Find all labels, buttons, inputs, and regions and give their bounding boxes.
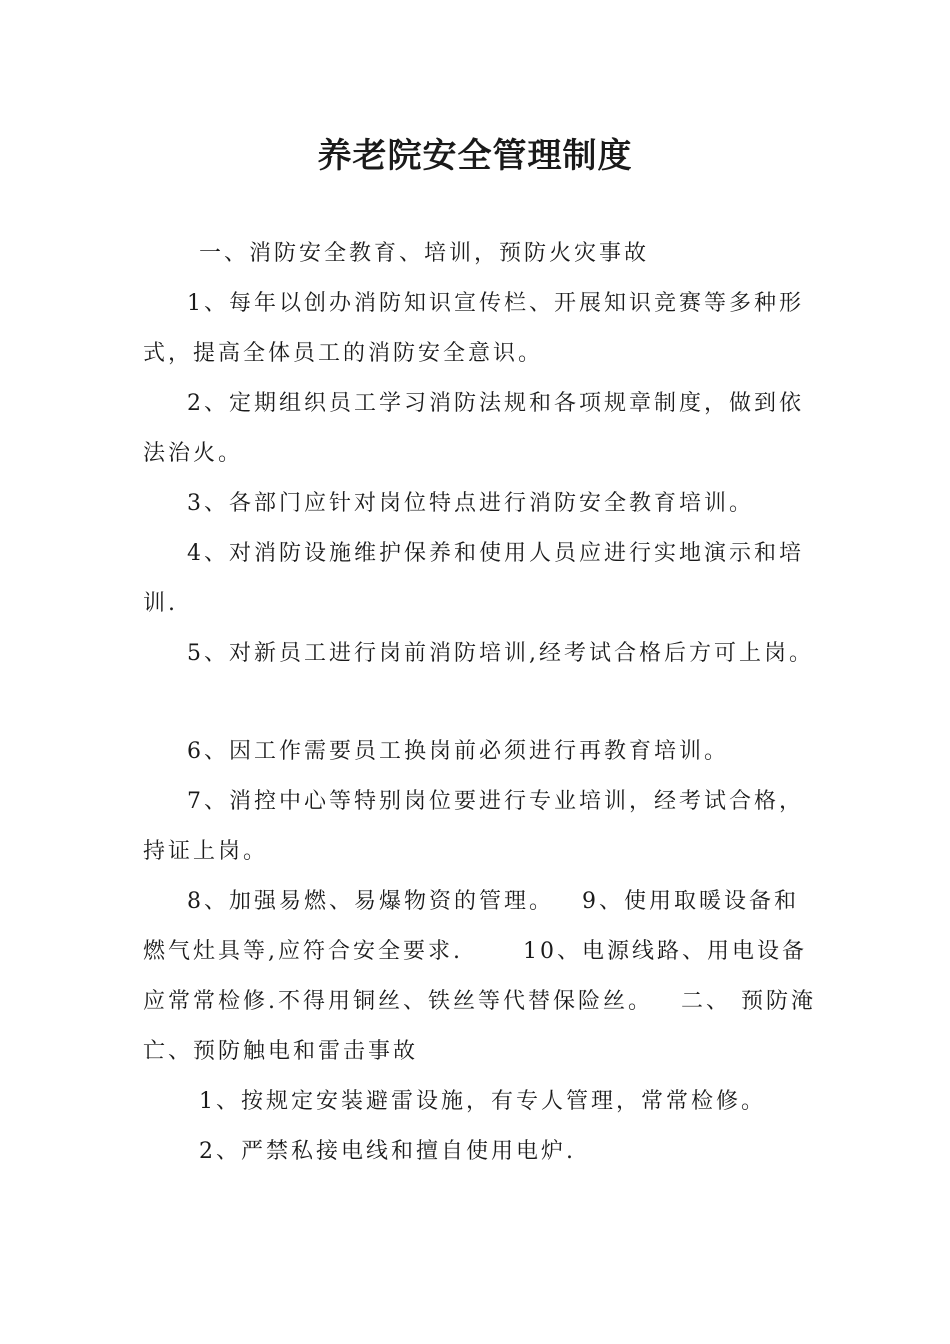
list-item-10: 10、电源线路、用电设备应常常检修.不得用铜丝、铁丝等代替保险丝。	[143, 939, 807, 1014]
document-body	[143, 229, 823, 1177]
list-item: 1、每年以创办消防知识宣传栏、开展知识竞赛等多种形式，提高全体员工的消防安全意识。	[143, 291, 804, 366]
document-title: 养老院安全管理制度	[317, 136, 633, 176]
list-item: 2、定期组织员工学习消防法规和各项规章制度，做到依法治火。	[143, 391, 804, 466]
list-item: 2、严禁私接电线和擅自使用电炉.	[199, 1139, 576, 1164]
section-heading-fire: 一、消防安全教育、培训，预防火灾事故	[199, 241, 650, 266]
list-item: 4、对消防设施维护保养和使用人员应进行实地演示和培训.	[143, 541, 804, 616]
list-item: 3、各部门应针对岗位特点进行消防安全教育培训。	[187, 491, 754, 516]
list-item: 5、对新员工进行岗前消防培训,经考试合格后方可上岗。	[187, 641, 814, 666]
combined-paragraph	[143, 877, 823, 1077]
paragraph-gap	[143, 679, 823, 727]
list-item: 7、消控中心等特别岗位要进行专业培训，经考试合格，持证上岗。	[143, 789, 804, 864]
list-item: 6、因工作需要员工换岗前必须进行再教育培训。	[187, 739, 729, 764]
section-heading-electric: 二、 预防淹亡、预防触电和雷击事故	[143, 989, 816, 1064]
list-item-9: 9、使用取暖设备和燃气灶具等,应符合安全要求.	[143, 889, 799, 964]
list-item: 1、按规定安装避雷设施，有专人管理，常常检修。	[199, 1089, 766, 1114]
list-item-8: 8、加强易燃、易爆物资的管理。	[187, 889, 554, 914]
